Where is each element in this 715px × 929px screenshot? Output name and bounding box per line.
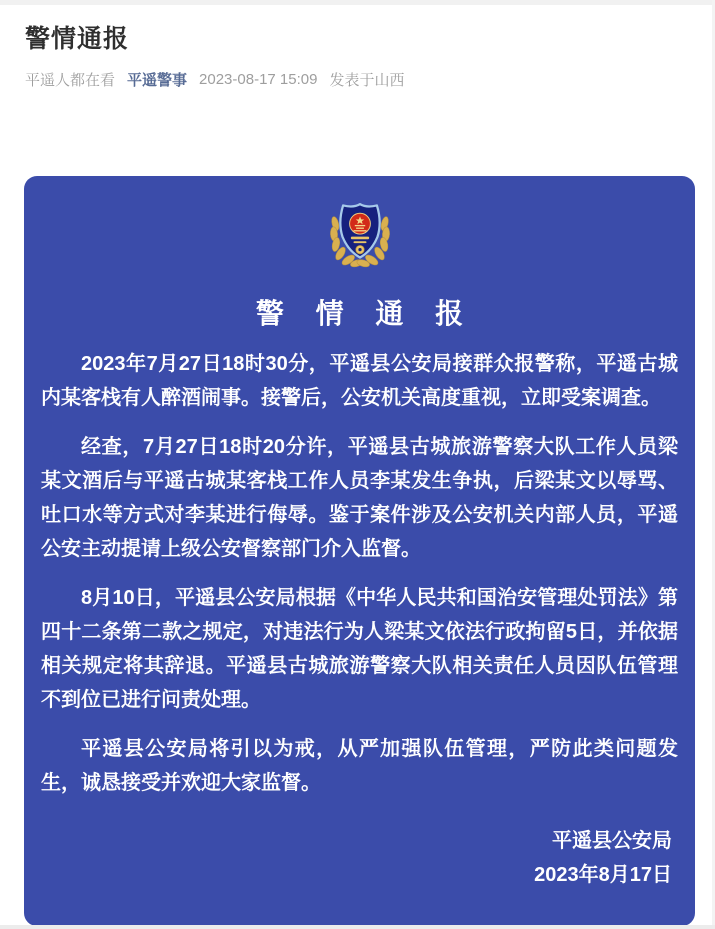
notice-paragraph-2: 经查，7月27日18时20分许，平遥县古城旅游警察大队工作人员梁某文酒后与平遥古城某客栈工作人员李某发生争执，后梁某文以辱骂、吐口水等方式对李某进行侮辱。鉴于案件涉及公安机关内部人员，平遥公安主动提请上级公安督察部门介入监督。 (41, 436, 678, 560)
notice-signature (41, 824, 678, 892)
notice-card (24, 176, 695, 926)
article-meta (25, 69, 690, 90)
account-link[interactable]: 平遥警事 (127, 72, 188, 89)
meta-watching-label: 平遥人都在看 (25, 72, 116, 89)
page-title: 警情通报 (25, 25, 130, 53)
meta-datetime: 2023-08-17 15:09 (199, 71, 318, 88)
notice-paragraph-4: 平遥县公安局将引以为戒，从严加强队伍管理，严防此类问题发生，诚恳接受并欢迎大家监督。 (41, 738, 678, 794)
page-bottom-strip (0, 925, 715, 929)
signature-date: 2023年8月17日 (534, 864, 672, 886)
meta-location: 发表于山西 (329, 72, 405, 89)
notice-body (41, 347, 678, 800)
article-header (0, 5, 715, 90)
signature-org: 平遥县公安局 (552, 830, 672, 852)
notice-paragraph-1: 2023年7月27日18时30分，平遥县公安局接群众报警称，平遥古城内某客栈有人醉酒闹事。接警后，公安机关高度重视，立即受案调查。 (41, 353, 678, 409)
police-badge-icon (41, 198, 678, 274)
notice-paragraph-3: 8月10日，平遥县公安局根据《中华人民共和国治安管理处罚法》第四十二条第二款之规定，对违法行为人梁某文依法行政拘留5日，并依据相关规定将其辞退。平遥县古城旅游警察大队相关责任人员因队伍管理不到位已进行问责处理。 (41, 587, 678, 711)
notice-title: 警 情 通 报 (255, 298, 476, 329)
